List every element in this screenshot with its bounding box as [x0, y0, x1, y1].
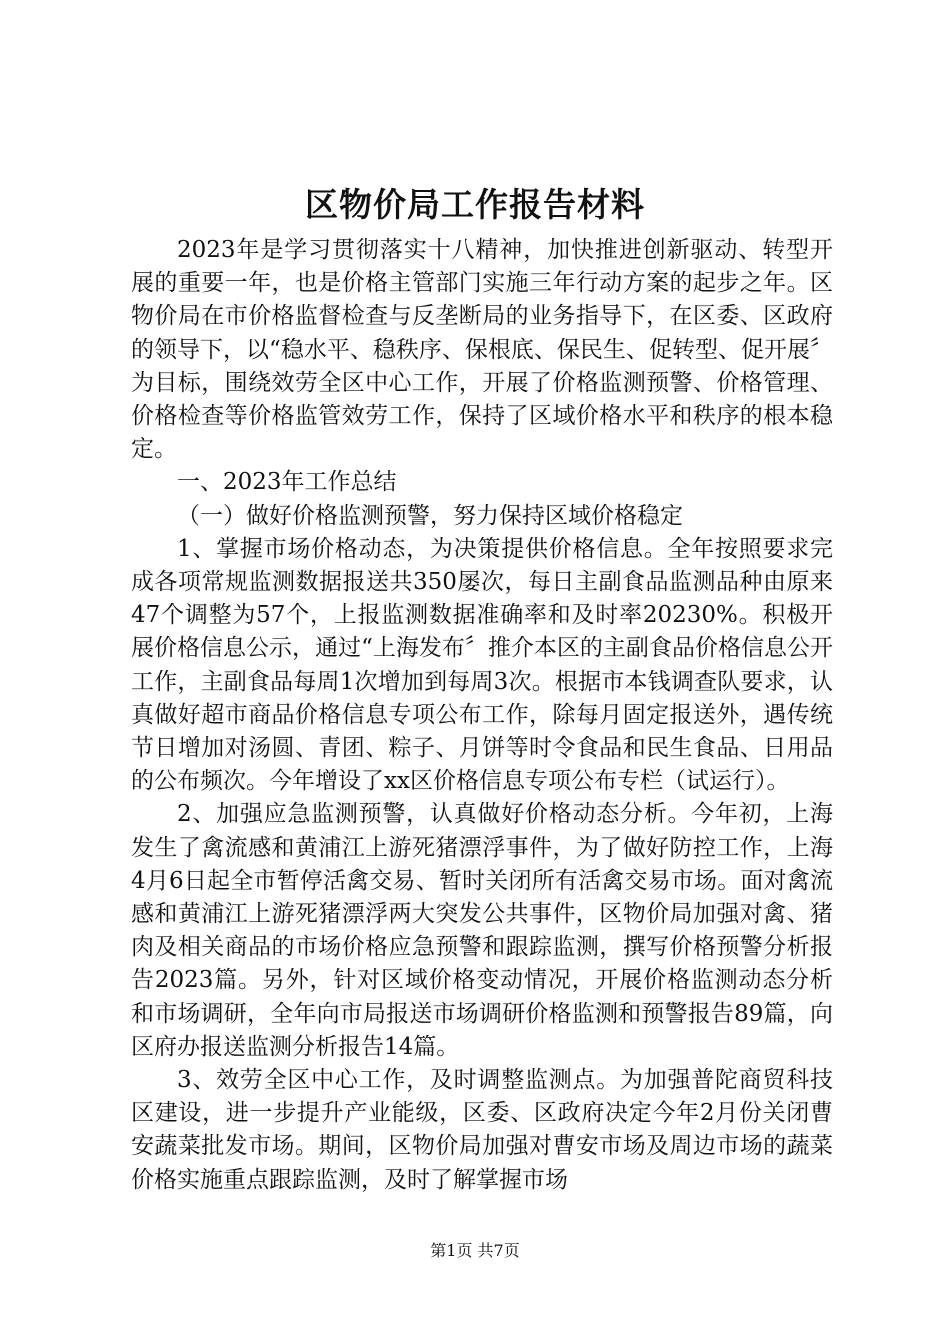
paragraph-intro: 2023年是学习贯彻落实十八精神，加快推进创新驱动、转型开展的重要一年，也是价格主管部门实施三年行动方案的起步之年。区物价局在市价格监督检查与反垄断局的业务指导下，在区委、区政府的领导下，以“稳水平、稳秩序、保根底、保民生、促转型、促开展〞为目标，围绕效劳全区中心工作，开展了价格监测预警、价格管理、价格检查等价格监管效劳工作，保持了区域价格水平和秩序的根本稳定。	[131, 237, 833, 463]
paragraph-item-3: 3、效劳全区中心工作，及时调整监测点。为加强普陀商贸科技区建设，进一步提升产业能级，区委、区政府决定今年2月份关闭曹安蔬菜批发市场。期间，区物价局加强对曹安市场及周边市场的蔬菜价格实施重点跟踪监测，及时了解掌握市场	[131, 1067, 833, 1193]
document-title: 区物价局工作报告材料	[305, 185, 645, 224]
page-number-footer: 第1页 共7页	[430, 1241, 520, 1260]
paragraph-item-2: 2、加强应急监测预警，认真做好价格动态分析。今年初，上海发生了禽流感和黄浦江上游死猪漂浮事件，为了做好防控工作，上海4月6日起全市暂停活禽交易、暂时关闭所有活禽交易市场。面对禽流感和黄浦江上游死猪漂浮两大突发公共事件，区物价局加强对禽、猪肉及相关商品的市场价格应急预警和跟踪监测，撰写价格预警分析报告2023篇。另外，针对区域价格变动情况，开展价格监测动态分析和市场调研，全年向市局报送市场调研价格监测和预警报告89篇，向区府办报送监测分析报告14篇。	[131, 801, 833, 1060]
section-heading: 一、2023年工作总结	[177, 469, 397, 496]
paragraph-item-1: 1、掌握市场价格动态，为决策提供价格信息。全年按照要求完成各项常规监测数据报送共350屡次，每日主副食品监测品种由原来47个调整为57个，上报监测数据准确率和及时率20230%。积极开展价格信息公示，通过“上海发布〞推介本区的主副食品价格信息公开工作，主副食品每周1次增加到每周3次。根据市本钱调查队要求，认真做好超市商品价格信息专项公布工作，除每月固定报送外，遇传统节日增加对汤圆、青团、粽子、月饼等时令食品和民生食品、日用品的公布频次。今年增设了xx区价格信息专项公布专栏（试运行）。	[131, 535, 833, 795]
subsection-heading: （一）做好价格监测预警，努力保持区域价格稳定	[177, 502, 683, 529]
document-body	[131, 234, 833, 1197]
